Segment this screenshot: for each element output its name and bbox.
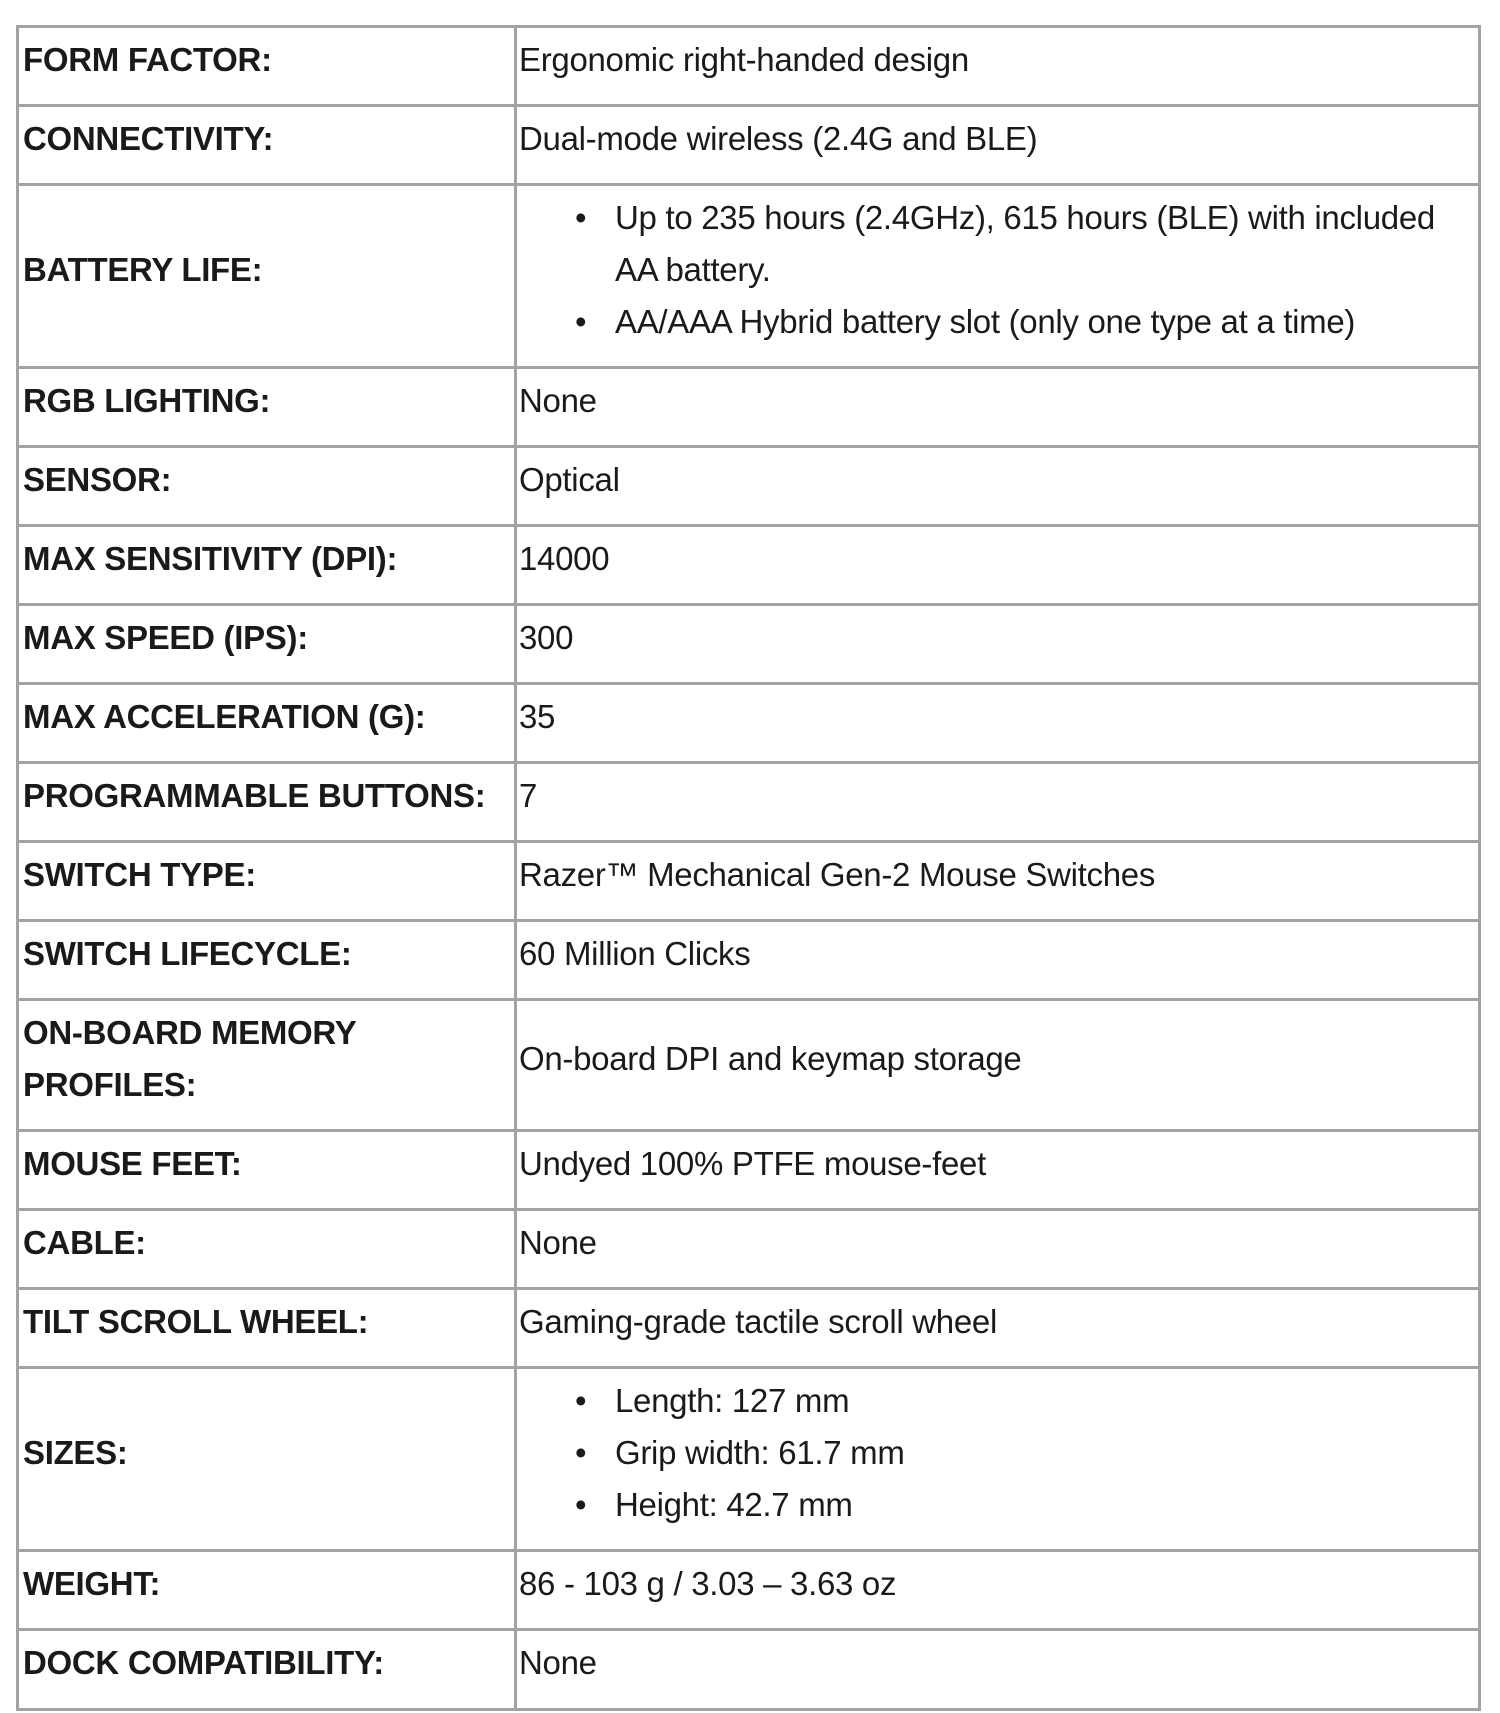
spec-row-battery-life [18,185,1480,368]
spec-table [16,25,1481,1711]
spec-value: 60 Million Clicks [516,921,1480,1000]
spec-row-max-speed [18,605,1480,684]
spec-label: MAX SPEED (IPS): [18,605,516,684]
spec-value: 14000 [516,526,1480,605]
spec-label: SENSOR: [18,447,516,526]
spec-label: SWITCH LIFECYCLE: [18,921,516,1000]
spec-row-switch-lifecycle [18,921,1480,1000]
spec-label: DOCK COMPATIBILITY: [18,1630,516,1710]
spec-label: SWITCH TYPE: [18,842,516,921]
battery-life-list [519,192,1474,348]
spec-label: CABLE: [18,1210,516,1289]
spec-value: Undyed 100% PTFE mouse-feet [516,1131,1480,1210]
spec-value: 300 [516,605,1480,684]
spec-label: TILT SCROLL WHEEL: [18,1289,516,1368]
spec-row-tilt-scroll-wheel [18,1289,1480,1368]
spec-row-sizes [18,1368,1480,1551]
spec-value: On-board DPI and keymap storage [516,1000,1480,1131]
spec-row-switch-type [18,842,1480,921]
spec-row-cable [18,1210,1480,1289]
spec-label: SIZES: [18,1368,516,1551]
spec-value [516,1368,1480,1551]
spec-value: Ergonomic right-handed design [516,27,1480,106]
spec-value [516,185,1480,368]
spec-label: MAX SENSITIVITY (DPI): [18,526,516,605]
spec-row-rgb-lighting [18,368,1480,447]
spec-value: Gaming-grade tactile scroll wheel [516,1289,1480,1368]
spec-row-form-factor [18,27,1480,106]
spec-row-onboard-memory [18,1000,1480,1131]
spec-label: WEIGHT: [18,1551,516,1630]
spec-value: 35 [516,684,1480,763]
spec-label: PROGRAMMABLE BUTTONS: [18,763,516,842]
list-item: • Length: 127 mm [615,1375,1474,1427]
list-item: • Grip width: 61.7 mm [615,1427,1474,1479]
spec-row-weight [18,1551,1480,1630]
spec-value: Razer™ Mechanical Gen-2 Mouse Switches [516,842,1480,921]
spec-row-connectivity [18,106,1480,185]
spec-value: 7 [516,763,1480,842]
spec-row-max-sensitivity [18,526,1480,605]
spec-label: RGB LIGHTING: [18,368,516,447]
sizes-list [519,1375,1474,1531]
spec-row-mouse-feet [18,1131,1480,1210]
spec-value: None [516,1210,1480,1289]
spec-label: CONNECTIVITY: [18,106,516,185]
spec-row-dock-compatibility [18,1630,1480,1710]
spec-label: FORM FACTOR: [18,27,516,106]
spec-value: None [516,368,1480,447]
spec-label: MAX ACCELERATION (G): [18,684,516,763]
list-item: • Up to 235 hours (2.4GHz), 615 hours (BLE) with included AA battery. [615,192,1474,296]
spec-row-sensor [18,447,1480,526]
spec-row-programmable-buttons [18,763,1480,842]
list-item: • Height: 42.7 mm [615,1479,1474,1531]
spec-row-max-acceleration [18,684,1480,763]
spec-value: 86 - 103 g / 3.03 – 3.63 oz [516,1551,1480,1630]
spec-label: ON-BOARD MEMORY PROFILES: [18,1000,516,1131]
spec-label: BATTERY LIFE: [18,185,516,368]
spec-value: Dual-mode wireless (2.4G and BLE) [516,106,1480,185]
spec-value: None [516,1630,1480,1710]
spec-value: Optical [516,447,1480,526]
spec-label: MOUSE FEET: [18,1131,516,1210]
list-item: • AA/AAA Hybrid battery slot (only one type at a time) [615,296,1474,348]
